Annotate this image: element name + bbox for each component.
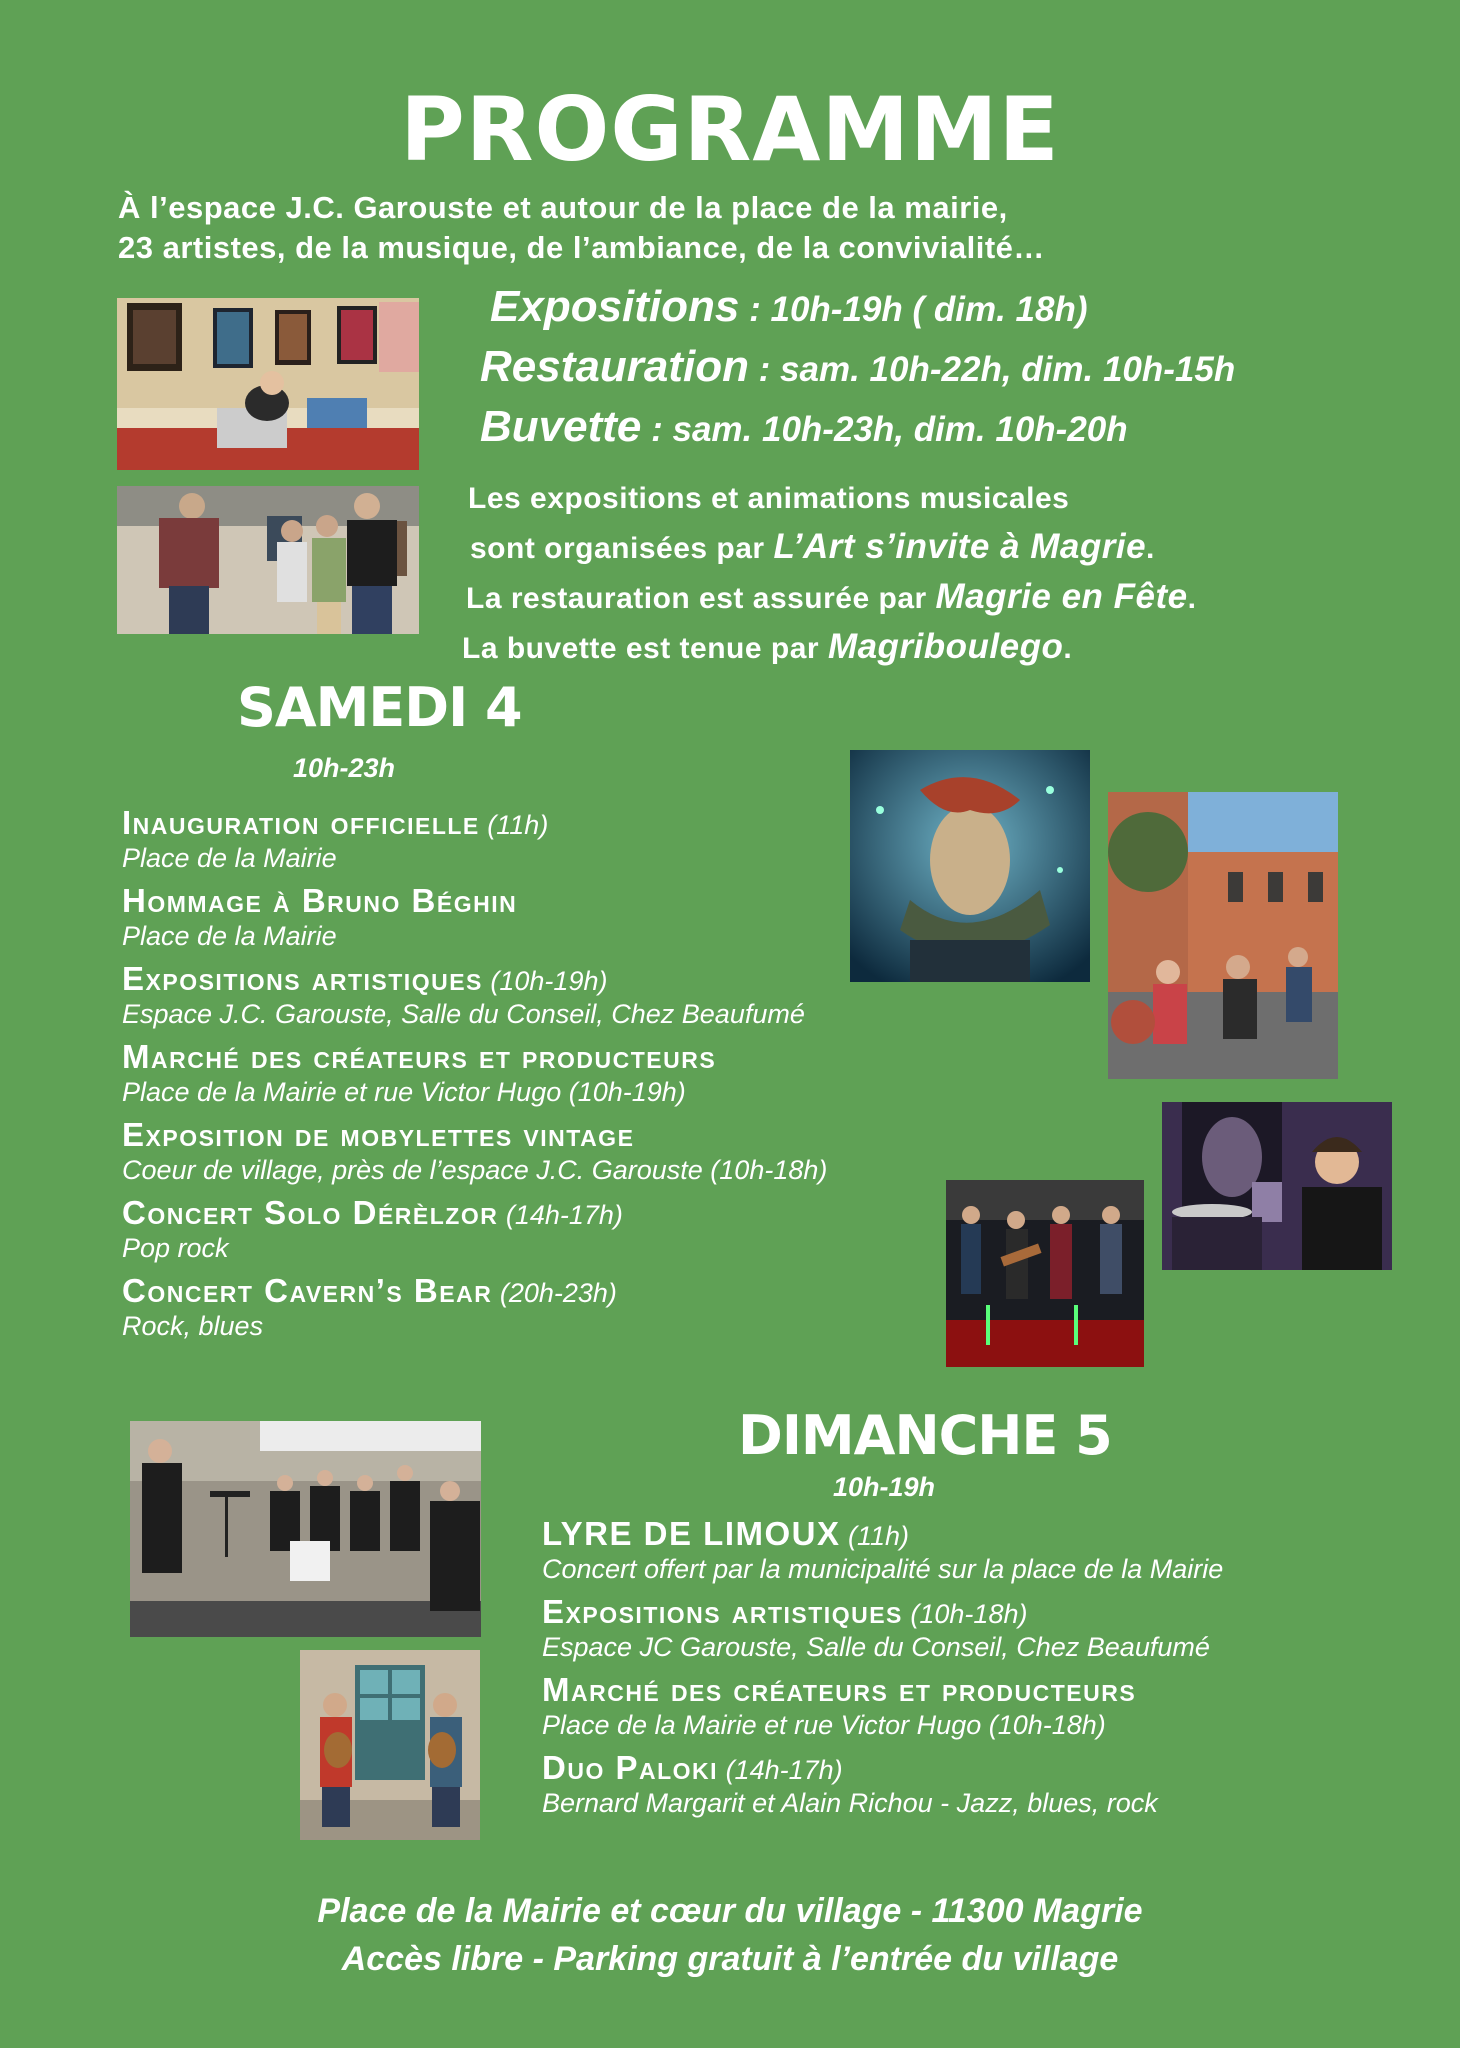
org-name: L’Art s’invite à Magrie: [773, 527, 1147, 566]
event-time: (10h-19h): [482, 966, 608, 996]
event-title: [122, 884, 827, 917]
event-title: [542, 1595, 1223, 1628]
village-terrace-photo: [1108, 792, 1338, 1079]
event-item: [122, 884, 827, 950]
event-time: (14h-17h): [498, 1200, 623, 1230]
hours-label: Expositions: [490, 282, 740, 331]
lyre-orchestra-photo: [130, 1421, 481, 1637]
pop-rock-singer-photo: [1162, 1102, 1392, 1270]
event-time: (20h-23h): [492, 1278, 617, 1308]
event-title: [122, 1196, 827, 1229]
footer: [0, 1887, 1460, 1983]
sunday-events: [542, 1517, 1223, 1829]
event-name: LYRE DE LIMOUX: [542, 1515, 841, 1552]
event-name: Expositions artistiques: [122, 960, 483, 997]
hours-value: : sam. 10h-23h, dim. 10h-20h: [641, 410, 1128, 449]
event-time: (11h): [840, 1521, 910, 1551]
event-time: (14h-17h): [718, 1755, 843, 1785]
org-punct: .: [1146, 532, 1155, 565]
event-title: [122, 1040, 827, 1073]
event-name: Hommage à Bruno Béghin: [122, 882, 518, 919]
event-location: Concert offert par la municipalité sur la place de la Mairie: [542, 1554, 1224, 1584]
event-name: Inauguration officielle: [122, 804, 480, 841]
organisation-text: [462, 475, 1196, 673]
saturday-events: [122, 806, 827, 1352]
saturday-hours: 10h-23h: [293, 753, 396, 783]
event-title: [122, 806, 827, 839]
hours-row: [490, 282, 1235, 342]
event-location: Coeur de village, près de l’espace J.C. Garouste (10h-18h): [122, 1155, 828, 1185]
org-line: Les expositions et animations musicales: [468, 482, 1070, 515]
exhibition-photo-2: [117, 486, 419, 634]
org-punct: .: [1063, 632, 1073, 665]
event-name: Concert Solo Dérèlzor: [122, 1194, 499, 1231]
event-location: Place de la Mairie et rue Victor Hugo (10h-18h): [542, 1710, 1106, 1740]
footer-access: Accès libre - Parking gratuit à l’entrée du village: [341, 1940, 1119, 1978]
org-punct: .: [1187, 582, 1197, 615]
band-concert-photo: [946, 1180, 1144, 1367]
event-title: [122, 962, 827, 995]
hours-label: Restauration: [480, 342, 749, 391]
event-title: [122, 1274, 827, 1307]
event-item: [122, 1274, 827, 1340]
org-line: [462, 623, 1196, 673]
event-title: [542, 1673, 1223, 1706]
hours-value: : 10h-19h ( dim. 18h): [739, 290, 1088, 329]
event-location: Bernard Margarit et Alain Richou - Jazz, blues, rock: [542, 1788, 1158, 1818]
hours-row: [480, 342, 1235, 402]
event-item: [542, 1751, 1223, 1817]
event-location: Place de la Mairie: [122, 843, 337, 873]
event-item: [122, 1196, 827, 1262]
event-name: Marché des créateurs et producteurs: [122, 1038, 717, 1075]
event-location: Espace J.C. Garouste, Salle du Conseil, Chez Beaufumé: [122, 999, 805, 1029]
event-name: Concert Cavern’s Bear: [122, 1272, 493, 1309]
event-time: (11h): [479, 810, 549, 840]
event-item: [542, 1517, 1223, 1583]
event-title: [542, 1517, 1223, 1550]
event-location: Rock, blues: [122, 1311, 264, 1341]
event-location: Place de la Mairie: [122, 921, 337, 951]
duo-paloki-photo: [300, 1650, 480, 1840]
opening-hours: [480, 282, 1235, 462]
page-title: PROGRAMME: [400, 78, 1060, 181]
hours-value: : sam. 10h-22h, dim. 10h-15h: [748, 350, 1236, 389]
event-name: Marché des créateurs et producteurs: [542, 1671, 1137, 1708]
org-text: La restauration est assurée par: [466, 582, 936, 615]
intro-text: [118, 188, 1045, 268]
org-line: [470, 523, 1196, 573]
event-title: [542, 1751, 1223, 1784]
org-text: La buvette est tenue par: [462, 632, 828, 665]
sunday-title: DIMANCHE 5: [738, 1404, 1112, 1467]
org-text: sont organisées par: [470, 532, 774, 565]
event-item: [122, 1040, 827, 1106]
hours-label: Buvette: [480, 402, 642, 451]
event-item: [122, 1118, 827, 1184]
event-time: (10h-18h): [902, 1599, 1028, 1629]
hours-row: [480, 402, 1235, 462]
event-title: [122, 1118, 827, 1151]
footer-address: Place de la Mairie et cœur du village - 11300 Magrie: [317, 1892, 1143, 1930]
event-location: Pop rock: [122, 1233, 229, 1263]
event-item: [542, 1673, 1223, 1739]
org-name: Magriboulego: [827, 627, 1064, 666]
event-location: Place de la Mairie et rue Victor Hugo (10h-19h): [122, 1077, 686, 1107]
underwater-artwork-photo: [850, 750, 1090, 982]
intro-line: À l’espace J.C. Garouste et autour de la place de la mairie,: [118, 190, 1008, 225]
event-name: Expositions artistiques: [542, 1593, 903, 1630]
event-item: [122, 962, 827, 1028]
event-item: [542, 1595, 1223, 1661]
event-location: Espace JC Garouste, Salle du Conseil, Chez Beaufumé: [542, 1632, 1210, 1662]
event-item: [122, 806, 827, 872]
org-line: [466, 573, 1196, 623]
event-name: Exposition de mobylettes vintage: [122, 1116, 635, 1153]
exhibition-photo-1: [117, 298, 419, 470]
sunday-hours: 10h-19h: [833, 1472, 936, 1502]
saturday-title: SAMEDI 4: [237, 676, 522, 739]
event-name: Duo Paloki: [542, 1749, 719, 1786]
intro-line: 23 artistes, de la musique, de l’ambiance, de la convivialité…: [118, 230, 1045, 265]
org-name: Magrie en Fête: [935, 577, 1188, 616]
